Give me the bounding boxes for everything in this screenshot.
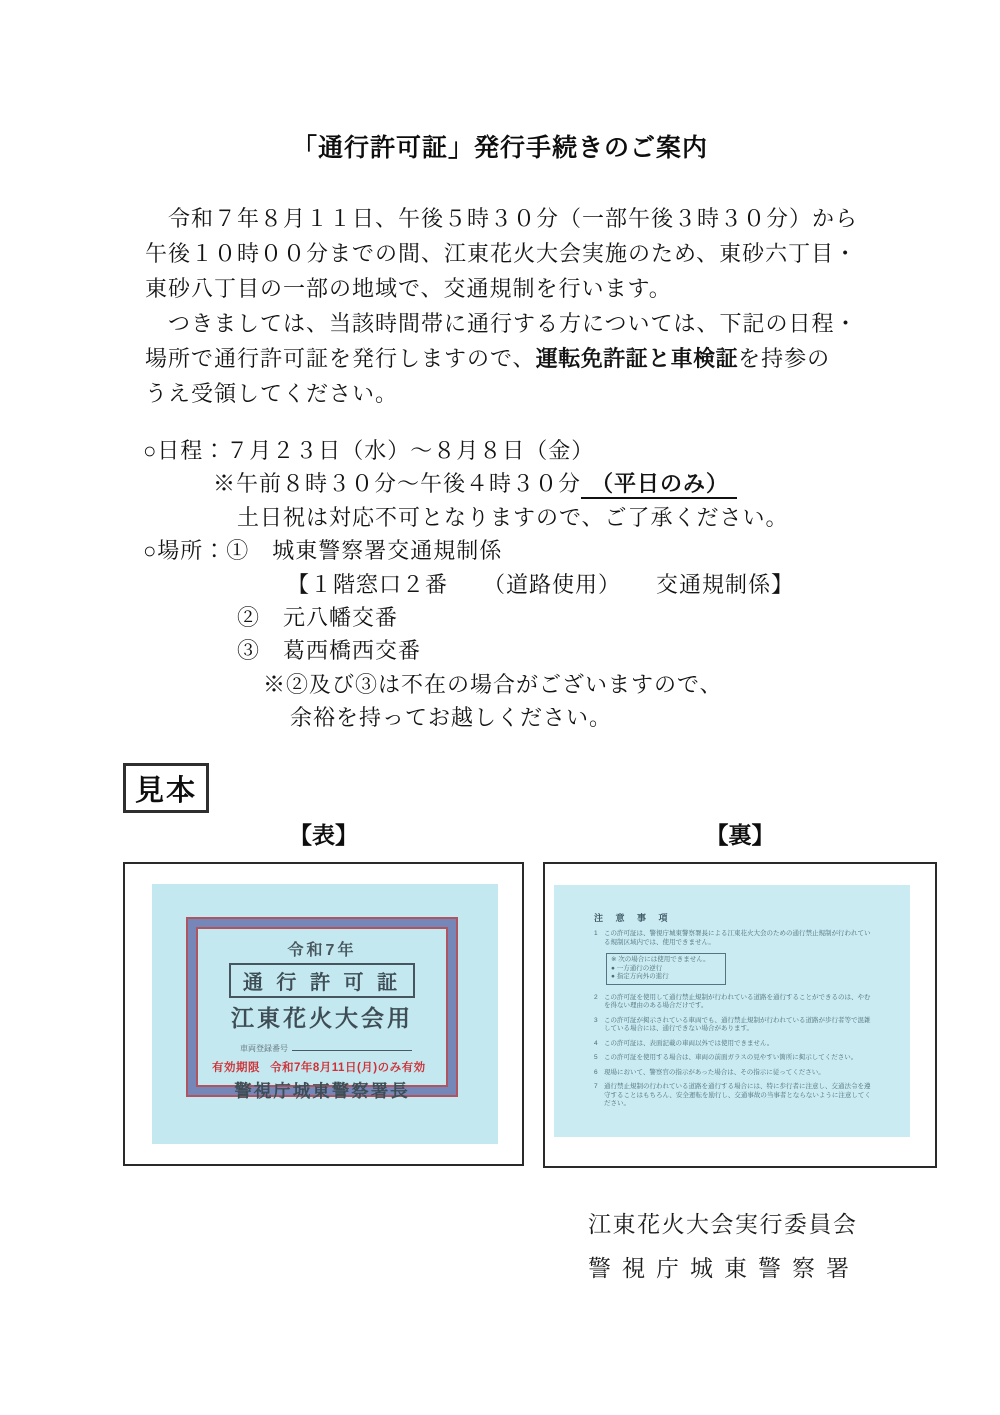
caution-item-number: 5 [594,1054,598,1061]
intro-line: うえ受領してください。 [145,381,399,406]
vehicle-registration-row [198,1042,446,1054]
caution-item [594,1083,874,1109]
caution-item [594,930,874,947]
permit-front-photo [123,862,524,1166]
caution-item-text: この許可証は、警視庁城東警察署長による江東花火大会のための通行禁止規制が行われている規制区域内では、使用できません。 [604,930,871,946]
place-line-2: ② 元八幡交番 [237,605,399,631]
intro-line: 令和７年８月１１日、午後５時３０分（一部午後３時３０分）から [145,206,859,231]
intro-line-with-bold [145,341,875,376]
permit-year: 令和7年 [287,942,357,959]
caution-item-text: 通行禁止規制の行われている道路を通行する場合には、特に歩行者に注意し、交通法令を遵守することはもちろん、安全運転を励行し、交通事故の当事者とならないように注意してください。 [604,1083,871,1107]
validity-row [198,1059,446,1075]
place-window-detail: 【１階窓口２番 （道路使用） 交通規制係】 [287,571,795,597]
schedule-date-line: ○日程：７月２３日（水）～８月８日（金） [143,438,595,463]
caution-item [594,1054,874,1063]
schedule-time-line [143,467,903,500]
issuer-name: 警視庁城東警察署長 [234,1081,410,1101]
prohibited-case-1: ● 一方通行の逆行 [611,964,663,972]
intro-line-pre: 場所で通行許可証を発行しますので、 [145,346,536,371]
permit-back-content [594,911,874,1115]
page-title: 「通行許可証」発行手続きのご案内 [291,134,708,162]
intro-line: 東砂八丁目の一部の地域で、交通規制を行います。 [145,276,672,301]
front-side-label: 【表】 [289,822,358,848]
signature-block [588,1206,878,1283]
caution-item-number: 3 [594,1016,598,1024]
permit-frame-inner [196,927,448,1101]
back-side-label: 【裏】 [705,822,775,848]
place-line-3: ③ 葛西橋西交番 [237,638,422,664]
intro-paragraphs [145,201,875,411]
caution-item-text: 現場において、警察官の指示があった場合は、その指示に従ってください。 [604,1068,825,1076]
caution-item-text: この許可証が掲示されている車両でも、通行禁止規制が行われている道路が歩行者等で混雑している場合には、通行できない場合があります。 [604,1016,871,1032]
place-absence-note-1: ※②及び③は不在の場合がございますので、 [263,671,723,697]
prohibited-cases-box [606,953,726,985]
permit-event-name: 江東花火大会用 [231,1005,413,1031]
vehicle-registration-label: 車両登録番号 [240,1044,288,1053]
caution-item-number: 1 [594,930,598,937]
intro-line-post: を持参の [738,346,831,371]
required-documents-bold: 運転免許証と車検証 [535,346,739,371]
caution-item-text: この許可証を使用して通行禁止規制が行われている道路を通行することができるのは、やむを得ない理由のある場合だけです。 [604,993,871,1009]
schedule-weekend-note: 土日祝は対応不可となりますので、ご了承ください。 [237,504,789,530]
weekdays-only-underlined: （平日のみ） [581,471,737,499]
caution-item [594,1040,874,1049]
caution-item-text: この許可証を使用する場合は、車両の前面ガラスの見やすい箇所に掲示してください。 [604,1054,858,1061]
schedule-time-pre: ※午前８時３０分～午後４時３０分 [213,471,582,497]
caution-item-text: この許可証は、表面記載の車両以外では使用できません。 [604,1039,774,1047]
permit-back-photo [543,862,937,1168]
validity-value: 令和7年8月11日(月)のみ有効 [270,1062,426,1074]
schedule-block [143,434,903,735]
permit-frame-band [188,919,456,1101]
permit-title-boxed: 通 行 許 可 証 [229,963,415,998]
caution-item-number: 7 [594,1083,598,1090]
intro-line: 午後１０時００分までの間、江東花火大会実施のため、東砂六丁目・ [145,241,858,266]
organizer-name: 江東花火大会実行委員会 [588,1212,858,1237]
caution-item-number: 4 [594,1039,598,1047]
intro-line: つきましては、当該時間帯に通行する方については、下記の日程・ [145,311,858,336]
permit-frame [186,917,458,1101]
caution-item-number: 6 [594,1068,598,1076]
cautions-header: 注 意 事 項 [594,913,673,923]
prohibited-case-2: ● 指定方向外の進行 [611,973,669,980]
place-line-1: ○場所：① 城東警察署交通規制係 [143,538,503,564]
prohibited-cases-title: ※ 次の場合には使用できません。 [611,956,710,963]
validity-label: 有効期限 [212,1062,260,1074]
caution-item [594,994,874,1011]
sample-stamp-box: 見本 [123,763,209,813]
police-station-name: 警視庁城東警察署 [588,1256,860,1281]
caution-item [594,1069,874,1078]
caution-item [594,1017,874,1034]
permit-front-card [152,884,498,1144]
permit-back-card [554,885,910,1137]
caution-item-number: 2 [594,993,598,1001]
place-absence-note-2: 余裕を持ってお越しください。 [290,705,613,731]
vehicle-registration-blank-line [292,1042,412,1051]
